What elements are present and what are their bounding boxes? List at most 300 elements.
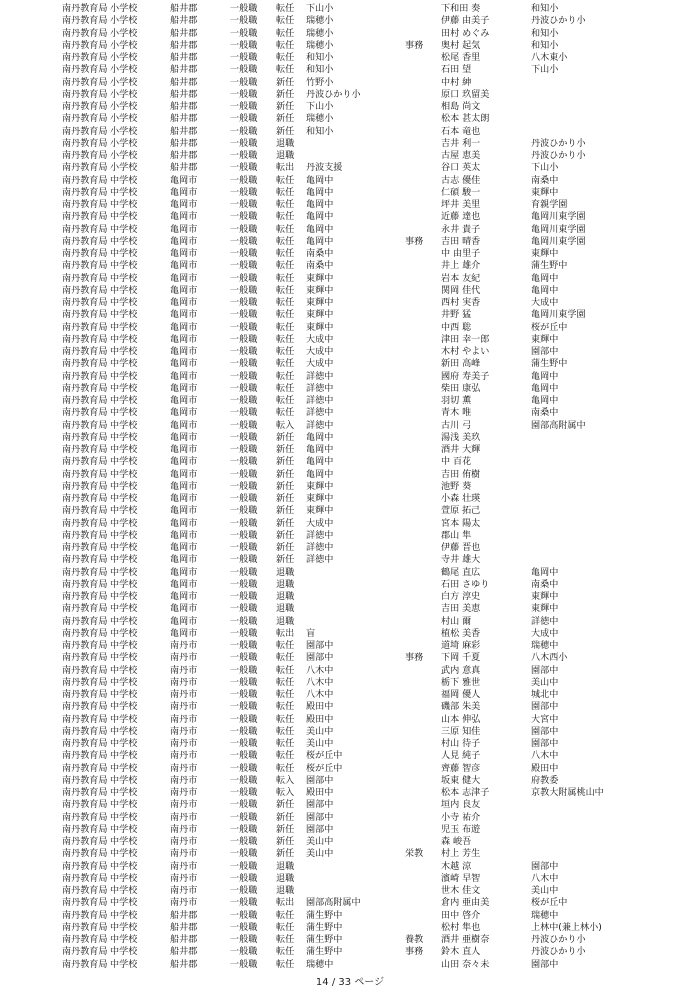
new-school-cell: 東輝中 [306,298,334,308]
school-type-cell: 中学校 [110,739,138,749]
bureau-cell: 南丹教育局 [62,812,108,823]
previous-school-cell: 瑞穂中 [531,641,559,651]
bureau-cell: 南丹教育局 [62,481,108,492]
teacher-name-cell: 松本 志津子 [441,788,490,798]
teacher-name-cell: 木村 やよい [441,347,490,357]
district-cell: 船井郡 [170,114,198,125]
school-type-cell: 中学校 [110,383,138,394]
transfer-type-cell: 転任 [276,714,295,725]
bureau-cell: 南丹教育局 [62,751,108,762]
transfer-type-cell: 新任 [276,812,295,823]
job-category-cell: 一般職 [230,65,258,76]
district-cell: 亀岡市 [170,432,198,443]
job-category-cell: 一般職 [230,200,258,210]
role-cell [405,199,441,211]
job-category-cell: 一般職 [230,40,258,51]
teacher-name-cell: 石本 竜也 [441,126,481,137]
job-category-cell: 一般職 [230,310,258,321]
transfer-type-cell: 転任 [276,310,295,321]
job-category-cell: 一般職 [230,628,258,639]
school-type-cell: 中学校 [110,788,138,798]
school-type-cell: 小学校 [110,126,138,137]
table-row [62,383,631,395]
table-row [62,603,631,615]
school-type-cell: 中学校 [110,837,138,847]
role-cell [405,628,441,640]
transfer-type-cell: 転任 [276,224,295,235]
transfer-type-cell: 転任 [276,947,295,958]
previous-school-cell: 八木中 [531,873,559,884]
school-type-cell: 中学校 [110,886,138,896]
job-category-cell: 一般職 [230,273,258,284]
table-row [62,40,631,52]
district-cell: 亀岡市 [170,200,198,210]
bureau-cell: 南丹教育局 [62,383,108,394]
new-school-cell: 亀岡中 [306,187,334,198]
previous-school-cell: 桜が丘中 [531,322,568,333]
bureau-cell: 南丹教育局 [62,212,108,223]
job-category-cell: 一般職 [230,126,258,137]
teacher-name-cell: 井野 猛 [441,310,472,321]
table-row [62,126,631,138]
bureau-cell: 南丹教育局 [62,298,108,308]
district-cell: 南丹市 [170,665,198,676]
job-category-cell: 一般職 [230,359,258,370]
table-row [62,726,631,738]
new-school-cell: 蒲生野中 [306,922,343,933]
teacher-name-cell: 武内 意真 [441,665,481,676]
district-cell: 船井郡 [170,77,198,88]
new-school-cell: 亀岡中 [306,432,334,443]
district-cell: 亀岡市 [170,187,198,198]
role-cell [405,812,441,824]
job-category-cell: 一般職 [230,420,258,431]
district-cell: 亀岡市 [170,334,198,345]
table-row [62,101,631,113]
previous-school-cell: 詳徳中 [531,616,559,627]
transfer-type-cell: 新任 [276,800,295,811]
school-type-cell: 中学校 [110,824,138,835]
teacher-name-cell: 萱原 拓己 [441,506,481,517]
table-row [62,52,631,64]
role-cell: 事務 [405,236,424,247]
table-row [62,260,631,272]
table-row [62,15,631,27]
table-row [62,897,631,909]
new-school-cell: 詳徳中 [306,530,334,541]
role-cell [405,64,441,76]
table-row [62,934,631,946]
previous-school-cell [531,456,631,468]
new-school-cell: 殿田中 [306,788,334,798]
previous-school-cell: 八木東小 [531,53,568,63]
job-category-cell: 一般職 [230,641,258,651]
new-school-cell: 蒲生野中 [306,935,343,945]
job-category-cell: 一般職 [230,873,258,884]
previous-school-cell [531,505,631,517]
role-cell [405,579,441,591]
new-school-cell: 下山小 [306,4,334,14]
new-school-cell [306,616,405,628]
bureau-cell: 南丹教育局 [62,690,108,700]
role-cell [405,224,441,236]
bureau-cell: 南丹教育局 [62,800,108,811]
bureau-cell: 南丹教育局 [62,579,108,590]
school-type-cell: 中学校 [110,408,138,419]
school-type-cell: 小学校 [110,28,138,39]
job-category-cell: 一般職 [230,89,258,100]
bureau-cell: 南丹教育局 [62,40,108,51]
table-row [62,236,631,248]
table-row [62,3,631,15]
transfer-type-cell: 転任 [276,175,295,186]
teacher-name-cell: 鈴木 直人 [441,947,481,958]
job-category-cell: 一般職 [230,457,258,468]
previous-school-cell [531,432,631,444]
new-school-cell: 東輝中 [306,494,334,504]
district-cell: 亀岡市 [170,543,198,553]
previous-school-cell: 京教大附属桃山中 [531,788,604,798]
transfer-type-cell: 新任 [276,445,295,455]
school-type-cell: 中学校 [110,494,138,504]
previous-school-cell: 城北中 [531,690,559,700]
previous-school-cell: 美山中 [531,677,559,688]
table-row [62,518,631,530]
school-type-cell: 中学校 [110,261,138,272]
bureau-cell: 南丹教育局 [62,420,108,431]
job-category-cell: 一般職 [230,408,258,419]
new-school-cell [306,603,405,615]
table-row [62,750,631,762]
school-type-cell: 中学校 [110,959,138,970]
teacher-name-cell: 仁碩 駿一 [441,187,481,198]
district-cell: 船井郡 [170,53,198,63]
new-school-cell: 美山中 [306,739,334,749]
district-cell: 船井郡 [170,40,198,51]
transfer-type-cell: 転出 [276,163,295,174]
table-row [62,248,631,260]
table-row [62,591,631,603]
teacher-name-cell: 吉田 美恵 [441,604,481,615]
district-cell: 南丹市 [170,837,198,847]
role-cell [405,150,441,162]
transfer-type-cell: 退職 [276,592,295,602]
table-row [62,162,631,174]
teacher-name-cell: 三原 知佳 [441,726,481,737]
bureau-cell: 南丹教育局 [62,616,108,627]
job-category-cell: 一般職 [230,28,258,39]
job-category-cell: 一般職 [230,714,258,725]
school-type-cell: 中学校 [110,873,138,884]
role-cell [405,334,441,346]
district-cell: 船井郡 [170,16,198,27]
bureau-cell: 南丹教育局 [62,518,108,529]
transfer-type-cell: 新任 [276,481,295,492]
previous-school-cell [531,518,631,530]
previous-school-cell [531,89,631,101]
transfer-type-cell: 新任 [276,89,295,100]
new-school-cell: 詳徳中 [306,420,334,431]
job-category-cell: 一般職 [230,77,258,88]
transfer-type-cell: 転任 [276,40,295,51]
role-cell [405,469,441,481]
previous-school-cell: 亀岡中 [531,567,559,578]
bureau-cell: 南丹教育局 [62,53,108,63]
teacher-name-cell: 羽切 薫 [441,396,472,406]
bureau-cell: 南丹教育局 [62,347,108,357]
transfer-type-cell: 新任 [276,494,295,504]
school-type-cell: 中学校 [110,396,138,406]
teacher-name-cell: 植松 美香 [441,628,481,639]
previous-school-cell: 亀岡川東学園 [531,212,586,223]
page-number: 14 / 33 ページ [315,977,385,988]
teacher-name-cell: 谷口 英太 [441,163,481,174]
district-cell: 亀岡市 [170,236,198,247]
previous-school-cell: 大宮中 [531,714,559,725]
table-row [62,542,631,554]
job-category-cell: 一般職 [230,922,258,933]
bureau-cell: 南丹教育局 [62,604,108,615]
bureau-cell: 南丹教育局 [62,702,108,713]
district-cell: 亀岡市 [170,322,198,333]
bureau-cell: 南丹教育局 [62,261,108,272]
school-type-cell: 中学校 [110,212,138,223]
teacher-name-cell: 濱崎 早智 [441,873,481,884]
job-category-cell: 一般職 [230,432,258,443]
previous-school-cell: 園部中 [531,347,559,357]
new-school-cell: 詳徳中 [306,396,334,406]
bureau-cell: 南丹教育局 [62,224,108,235]
teacher-name-cell: 湯浅 美玖 [441,432,481,443]
table-row [62,322,631,334]
teacher-name-cell: 下和田 奏 [441,4,481,14]
previous-school-cell [531,493,631,505]
table-row [62,775,631,787]
bureau-cell: 南丹教育局 [62,628,108,639]
transfer-type-cell: 転任 [276,408,295,419]
bureau-cell: 南丹教育局 [62,89,108,100]
district-cell: 亀岡市 [170,175,198,186]
bureau-cell: 南丹教育局 [62,788,108,798]
bureau-cell: 南丹教育局 [62,494,108,504]
new-school-cell: 亀岡中 [306,175,334,186]
job-category-cell: 一般職 [230,383,258,394]
district-cell: 亀岡市 [170,359,198,370]
previous-school-cell: 亀岡中 [531,396,559,406]
table-row [62,530,631,542]
role-cell [405,260,441,272]
new-school-cell: 東輝中 [306,310,334,321]
bureau-cell: 南丹教育局 [62,457,108,468]
job-category-cell: 一般職 [230,788,258,798]
teacher-name-cell: 寺井 雄大 [441,555,481,566]
bureau-cell: 南丹教育局 [62,285,108,296]
new-school-cell [306,873,405,885]
role-cell [405,763,441,775]
transfer-type-cell: 退職 [276,604,295,615]
job-category-cell: 一般職 [230,298,258,308]
new-school-cell: 丹波ひかり小 [306,89,361,100]
role-cell [405,885,441,897]
school-type-cell: 中学校 [110,665,138,676]
teacher-name-cell: 村山 爾 [441,616,472,627]
previous-school-cell [531,824,631,836]
job-category-cell: 一般職 [230,261,258,272]
new-school-cell [306,591,405,603]
teacher-name-cell: 村山 待子 [441,739,481,749]
previous-school-cell: 東輝中 [531,334,559,345]
district-cell: 亀岡市 [170,249,198,259]
previous-school-cell: 府教委 [531,775,559,786]
new-school-cell [306,567,405,579]
district-cell: 亀岡市 [170,592,198,602]
bureau-cell: 南丹教育局 [62,861,108,872]
table-row [62,959,631,971]
new-school-cell [306,885,405,897]
job-category-cell: 一般職 [230,579,258,590]
previous-school-cell [531,554,631,566]
role-cell: 養教 [405,935,424,945]
school-type-cell: 中学校 [110,420,138,431]
transfer-type-cell: 転任 [276,702,295,713]
job-category-cell: 一般職 [230,861,258,872]
teacher-name-cell: 酒井 大輝 [441,445,481,455]
table-row [62,812,631,824]
table-row [62,395,631,407]
transfer-type-cell: 新任 [276,837,295,847]
table-row [62,199,631,211]
teacher-name-cell: 関岡 佳代 [441,285,481,296]
bureau-cell: 南丹教育局 [62,873,108,884]
school-type-cell: 小学校 [110,77,138,88]
table-row [62,873,631,885]
new-school-cell: 園部中 [306,641,334,651]
personnel-table [62,3,631,971]
transfer-type-cell: 退職 [276,151,295,161]
teacher-name-cell: 伊藤 晋也 [441,543,481,553]
teacher-name-cell: 池野 葵 [441,481,472,492]
school-type-cell: 中学校 [110,702,138,713]
teacher-name-cell: 吉田 侑樹 [441,469,481,480]
district-cell: 船井郡 [170,959,198,970]
district-cell: 亀岡市 [170,494,198,504]
district-cell: 南丹市 [170,702,198,713]
district-cell: 亀岡市 [170,261,198,272]
teacher-name-cell: 磯部 朱美 [441,702,481,713]
school-type-cell: 小学校 [110,4,138,14]
transfer-type-cell: 転任 [276,16,295,27]
school-type-cell: 中学校 [110,200,138,210]
table-row [62,481,631,493]
table-body [62,3,631,971]
job-category-cell: 一般職 [230,102,258,112]
previous-school-cell [531,444,631,456]
job-category-cell: 一般職 [230,604,258,615]
school-type-cell: 中学校 [110,506,138,517]
job-category-cell: 一般職 [230,849,258,860]
previous-school-cell [531,848,631,860]
district-cell: 亀岡市 [170,383,198,394]
previous-school-cell: 蒲生野中 [531,359,568,370]
table-row [62,371,631,383]
table-row [62,187,631,199]
teacher-name-cell: 原口 玖留美 [441,89,490,100]
teacher-name-cell: 郡山 隼 [441,530,472,541]
teacher-name-cell: 吉井 利一 [441,138,481,149]
role-cell [405,922,441,934]
school-type-cell: 小学校 [110,53,138,63]
table-row [62,138,631,150]
school-type-cell: 中学校 [110,567,138,578]
new-school-cell: 亀岡中 [306,445,334,455]
teacher-name-cell: 垣内 良友 [441,800,481,811]
role-cell [405,542,441,554]
role-cell [405,873,441,885]
new-school-cell: 美山中 [306,726,334,737]
bureau-cell: 南丹教育局 [62,273,108,284]
teacher-name-cell: 松村 隼也 [441,922,481,933]
bureau-cell: 南丹教育局 [62,469,108,480]
teacher-name-cell: 古志 優佳 [441,175,481,186]
role-cell [405,677,441,689]
new-school-cell: 亀岡中 [306,457,334,468]
table-row [62,285,631,297]
school-type-cell: 中学校 [110,445,138,455]
transfer-type-cell: 転出 [276,628,295,639]
job-category-cell: 一般職 [230,616,258,627]
job-category-cell: 一般職 [230,249,258,259]
previous-school-cell: 大成中 [531,628,559,639]
transfer-type-cell: 新任 [276,543,295,553]
bureau-cell: 南丹教育局 [62,775,108,786]
previous-school-cell: 殿田中 [531,763,559,774]
role-cell [405,603,441,615]
bureau-cell: 南丹教育局 [62,396,108,406]
table-row [62,175,631,187]
bureau-cell: 南丹教育局 [62,555,108,566]
previous-school-cell: 亀岡川東学園 [531,310,586,321]
teacher-name-cell: 西村 実香 [441,298,481,308]
school-type-cell: 小学校 [110,40,138,51]
new-school-cell: 和知小 [306,65,334,76]
previous-school-cell: 南桑中 [531,408,559,419]
job-category-cell: 一般職 [230,469,258,480]
previous-school-cell: 丹波ひかり小 [531,947,586,958]
school-type-cell: 中学校 [110,751,138,762]
bureau-cell: 南丹教育局 [62,28,108,39]
table-row [62,224,631,236]
district-cell: 南丹市 [170,775,198,786]
new-school-cell: 亀岡中 [306,236,334,247]
teacher-name-cell: 中 由里子 [441,249,481,259]
school-type-cell: 中学校 [110,481,138,492]
transfer-type-cell: 新任 [276,849,295,860]
school-type-cell: 中学校 [110,310,138,321]
bureau-cell: 南丹教育局 [62,959,108,970]
new-school-cell: 瑞穂中 [306,959,334,970]
district-cell: 船井郡 [170,163,198,174]
new-school-cell: 桜が丘中 [306,751,343,762]
school-type-cell: 小学校 [110,151,138,161]
school-type-cell: 中学校 [110,604,138,615]
bureau-cell: 南丹教育局 [62,371,108,382]
role-cell [405,836,441,848]
previous-school-cell [531,530,631,542]
bureau-cell: 南丹教育局 [62,163,108,174]
bureau-cell: 南丹教育局 [62,714,108,725]
table-row [62,848,631,860]
previous-school-cell: 園部中 [531,665,559,676]
